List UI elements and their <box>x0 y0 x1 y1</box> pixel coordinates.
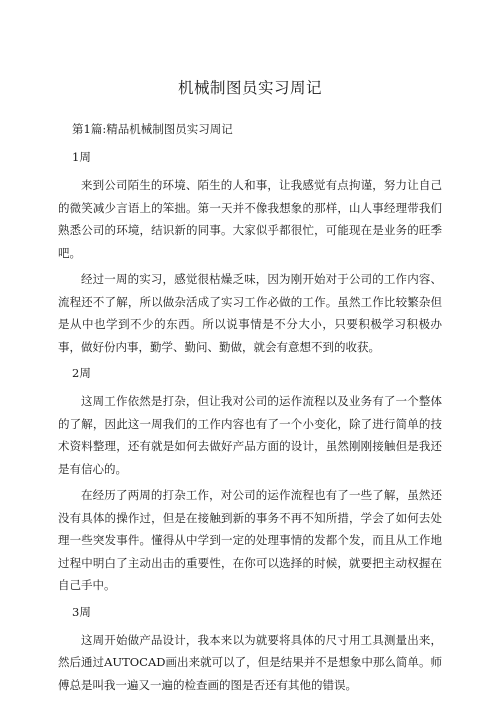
week-1-section <box>58 148 442 358</box>
section-heading: 第1篇:精品机械制图员实习周记 <box>72 122 233 136</box>
week-heading: 1周 <box>72 150 91 164</box>
week-3-section <box>58 603 442 697</box>
paragraph: 在经历了两周的打杂工作，对公司的运作流程也有了一些了解，虽然还没有具体的操作过，但是在接触到新的事务不再不知所措，学会了如何去处理一些突发事件。懂得从中学到一定的处理事情的发都个发，而且从工作地过程中明白了主动出击的重要性，在你可以选择的时候，就要把主动权握在自己手中。 <box>58 488 442 592</box>
paragraph: 经过一周的实习，感觉很枯燥乏味，因为刚开始对于公司的工作内容、流程还不了解，所以做杂活成了实习工作必做的工作。虽然工作比较繁杂但是从中也学到不少的东西。所以说事情是不分大小，只要积极学习积极办事，做好份内事，勤学、勤问、勤做，就会有意想不到的收获。 <box>58 272 442 354</box>
week-heading: 2周 <box>72 366 91 380</box>
paragraph: 来到公司陌生的环境、陌生的人和事，让我感觉有点拘谨，努力让自己的微笑减少言语上的笨拙。第一天并不像我想象的那样，山人事经理带我们熟悉公司的环境，结识新的同事。大家似乎都很忙，可能现在是业务的旺季吧。 <box>58 178 442 260</box>
paragraph: 这周开始做产品设计，我本来以为就要将具体的尺寸用工具测量出来，然后通过AUTOCAD画出来就可以了，但是结果并不是想象中那么简单。师傅总是叫我一遍又一遍的检查画的图是否还有其他的错误。 <box>58 632 442 692</box>
paragraph: 这周工作依然是打杂，但让我对公司的运作流程以及业务有了一个整体的了解，因此这一周我们的工作内容也有了一个小变化，除了进行简单的技术资料整理，还有就是如何去做好产品方面的设计，虽然刚刚接触但是我还是有信心的。 <box>58 394 442 476</box>
week-2-section <box>58 364 442 597</box>
week-heading: 3周 <box>72 604 91 619</box>
document-title: 机械制图员实习周记 <box>177 79 322 97</box>
